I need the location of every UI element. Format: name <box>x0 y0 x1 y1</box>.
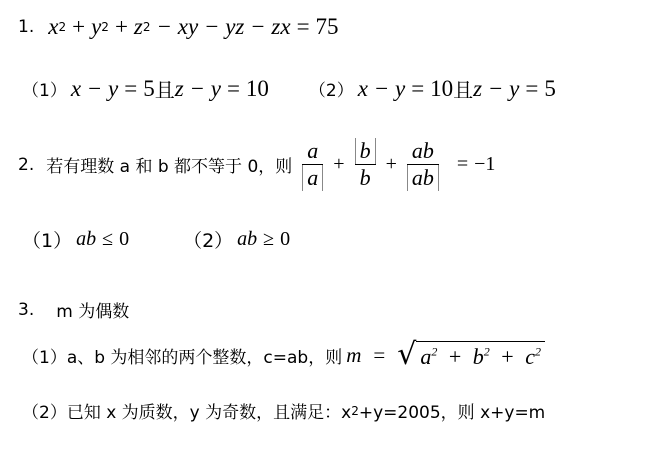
equals-sign: = <box>411 75 425 101</box>
fraction-numerator: b <box>355 138 376 164</box>
problem-2-text: 若有理数 a 和 b 都不等于 0，则 <box>46 157 293 177</box>
problem-1-number: 1. <box>18 17 35 37</box>
plus-sign: + <box>448 344 462 369</box>
problem-2-conditions <box>22 226 290 253</box>
var-y: y <box>91 14 102 39</box>
exponent: 2 <box>431 344 438 359</box>
fraction-denominator: ab <box>407 165 439 191</box>
cond-2-expr: ab <box>237 228 258 250</box>
fraction-numerator: a <box>307 138 319 163</box>
problem-3-text: m 为偶数 <box>56 302 130 322</box>
problem-3-sub-2: （2）已知 x 为质数，y 为奇数，且满足：x 2 +y=2005，则 x+y=m <box>22 398 545 423</box>
equals-sign: = <box>525 75 539 101</box>
cond-2-relation: ≥ <box>263 228 275 250</box>
fraction-denominator: a <box>302 165 323 191</box>
problem-3-number: 3. <box>18 299 35 320</box>
conjunction: 且 <box>154 78 175 102</box>
var-c: c <box>525 344 535 369</box>
sub-2-text-2: +y=2005，则 x+y=m <box>358 403 546 423</box>
cond-1-lhs: x − y <box>70 75 119 101</box>
cond-1-label: （1） <box>22 230 73 252</box>
problem-2-statement <box>18 138 495 191</box>
equals-sign: = <box>296 14 310 39</box>
problem-1-equation: 1. x 2 + y 2 + z 2 − xy − yz − zx = 75 <box>18 14 339 39</box>
problem-2-number: 2. <box>18 154 35 175</box>
cond-2-label: （2） <box>183 230 234 252</box>
cond-2-value-a: 10 <box>430 75 454 101</box>
cond-2-rhs-expr: z − y <box>473 75 520 101</box>
cond-1-value: 0 <box>119 228 130 250</box>
cond-2-value: 0 <box>280 228 291 250</box>
problem-1-conditions <box>22 74 556 103</box>
cond-1-value-b: 10 <box>245 75 269 101</box>
var-x: x <box>48 14 59 39</box>
exponent: 2 <box>534 344 541 359</box>
equals-sign: = <box>226 75 240 101</box>
cond-1-label: （1） <box>22 81 67 101</box>
fraction-numerator: ab <box>411 138 434 163</box>
sub-2-text-1: （2）已知 x 为质数，y 为奇数，且满足：x <box>22 403 352 423</box>
fraction-ab-over-abs-ab <box>407 138 439 191</box>
problem-3-sub-1 <box>22 337 545 372</box>
rhs-value: −1 <box>474 153 496 175</box>
fraction-abs-b-over-b <box>355 138 376 191</box>
cond-1-relation: ≤ <box>102 228 114 250</box>
exponent: 2 <box>483 344 490 359</box>
cond-1-value-a: 5 <box>143 75 155 101</box>
fraction-a-over-abs-a <box>302 138 323 191</box>
plus-sign: + <box>333 153 345 175</box>
var-b: b <box>472 344 484 369</box>
equals-sign: = <box>456 153 469 175</box>
var-z: z <box>133 14 143 39</box>
equals-sign: = <box>373 342 386 367</box>
square-root <box>397 337 545 372</box>
equation-terms: − xy − yz − zx <box>156 14 291 39</box>
sub-1-text: （1）a、b 为相邻的两个整数，c=ab，则 <box>22 347 343 368</box>
cond-1-expr: ab <box>76 228 97 250</box>
radicand <box>416 341 545 370</box>
radical-sign: √ <box>397 337 417 372</box>
cond-2-value-b: 5 <box>544 75 556 101</box>
fraction-denominator: b <box>359 165 371 190</box>
cond-2-label: （2） <box>308 81 354 101</box>
cond-2-lhs: x − y <box>357 75 406 101</box>
equals-sign: = <box>124 75 138 101</box>
plus-sign: + <box>385 153 397 175</box>
equation-value: 75 <box>315 14 339 39</box>
cond-1-rhs-expr: z − y <box>174 75 221 101</box>
var-a: a <box>420 344 432 369</box>
conjunction: 且 <box>453 78 474 102</box>
problem-3-statement <box>18 297 129 322</box>
var-m: m <box>346 342 362 367</box>
plus-sign: + <box>501 344 514 369</box>
